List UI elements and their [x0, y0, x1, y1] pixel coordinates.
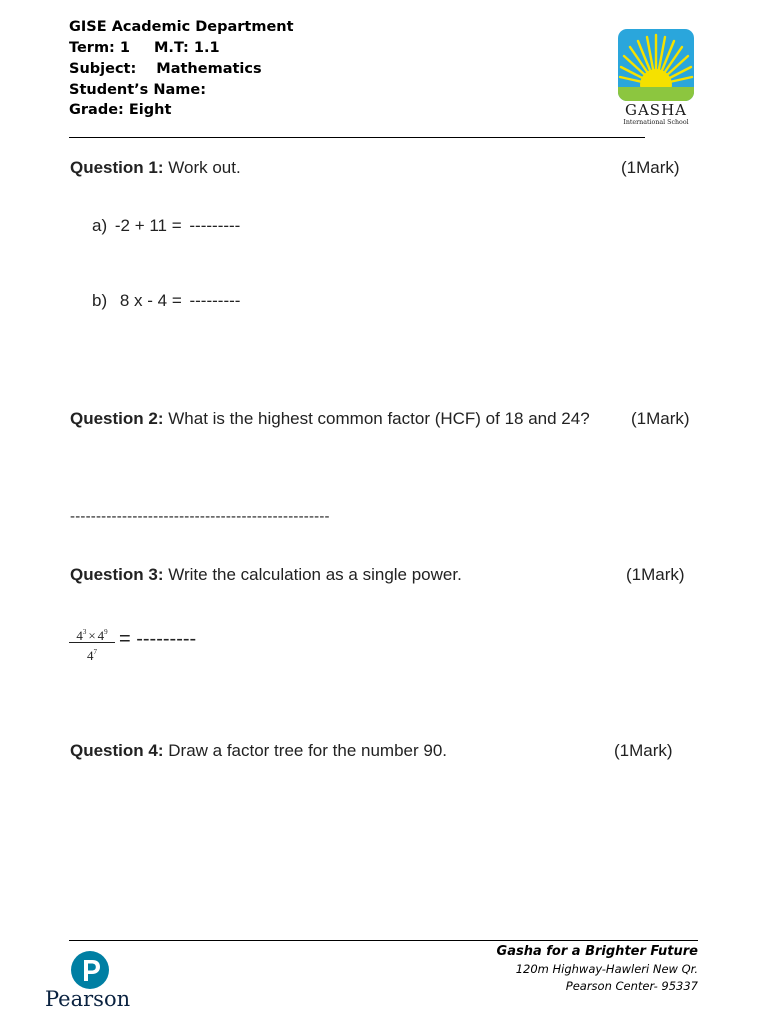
footer-slogan: Gasha for a Brighter Future: [496, 944, 698, 959]
question-3-label: Question 3:: [70, 565, 164, 584]
question-2-label: Question 2:: [70, 409, 164, 428]
footer-address: 120m Highway-Hawleri New Qr.: [515, 962, 698, 976]
fraction-denominator: $4^7$: [87, 648, 97, 663]
student-name-label: Student’s Name:: [69, 82, 207, 98]
question-4: [70, 741, 447, 761]
logo-name: GASHA: [624, 101, 687, 119]
header-divider: [69, 137, 645, 138]
department-title: GISE Academic Department: [69, 19, 294, 35]
question-4-mark: (1Mark): [614, 741, 673, 760]
term-label: Term: 1: [69, 40, 130, 56]
subject-value: Mathematics: [156, 61, 262, 77]
logo-subtitle: International School: [623, 119, 689, 126]
footer-center: Pearson Center- 95337: [565, 979, 698, 993]
question-3: [70, 565, 462, 585]
question-2-answer-line: --------------------------------------------------: [70, 508, 330, 525]
q1-part-a-blank: ---------: [189, 216, 241, 235]
q1-part-b-blank: ---------: [189, 291, 241, 310]
question-1-mark: (1Mark): [621, 158, 680, 177]
question-1: [70, 158, 241, 178]
q1-part-b-letter: b): [92, 291, 108, 310]
power-answer-blank: = ---------: [119, 628, 197, 650]
footer-divider: [69, 940, 698, 941]
power-fraction: [69, 624, 115, 661]
q1-part-b-expr: 8 x - 4 =: [119, 291, 182, 310]
question-4-label: Question 4:: [70, 741, 164, 760]
pearson-p-icon: [70, 950, 110, 990]
question-2: [70, 409, 590, 429]
question-1-text: Work out.: [168, 158, 241, 177]
subject-label: Subject:: [69, 61, 137, 77]
subject-line: [69, 59, 262, 80]
question-4-text: Draw a factor tree for the number 90.: [168, 741, 447, 760]
q1-part-b: [92, 291, 240, 311]
pearson-wordmark: Pearson: [45, 987, 131, 1011]
mt-label: M.T: 1.1: [154, 40, 220, 56]
q1-part-a-letter: a): [92, 216, 108, 235]
fraction-numerator: $4^3 \times 4^9$: [76, 628, 108, 643]
question-3-mark: (1Mark): [626, 565, 685, 584]
term-line: [69, 38, 220, 59]
question-3-text: Write the calculation as a single power.: [168, 565, 462, 584]
q1-part-a: [92, 216, 240, 236]
question-2-text: What is the highest common factor (HCF) of 18 and 24?: [168, 409, 590, 428]
grade-label: Grade: Eight: [69, 102, 172, 118]
q1-part-a-expr: -2 + 11 =: [114, 216, 182, 235]
sunburst-logo-icon: [618, 29, 694, 101]
question-2-mark: (1Mark): [631, 409, 690, 428]
question-1-label: Question 1:: [70, 158, 164, 177]
